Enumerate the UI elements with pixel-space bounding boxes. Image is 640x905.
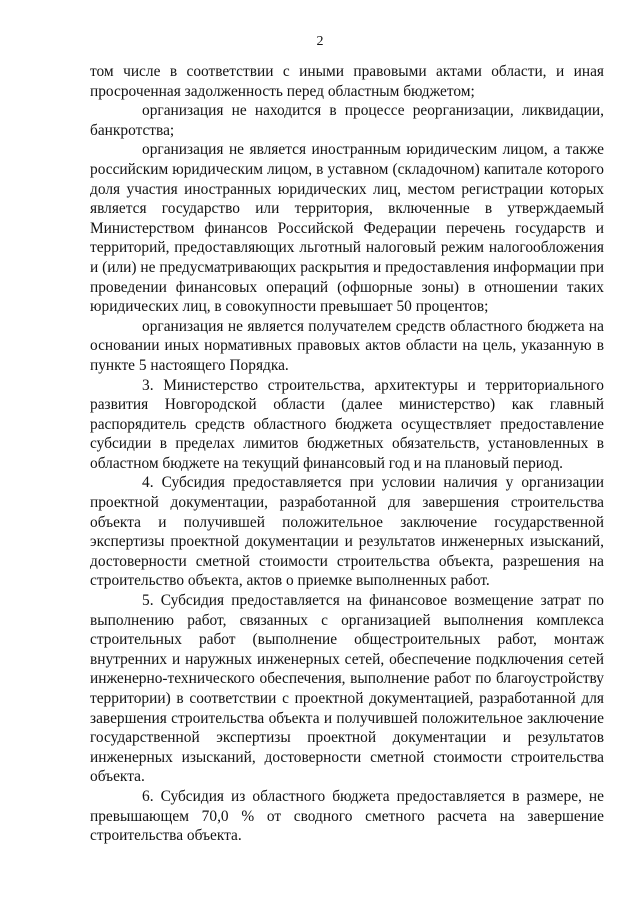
document-body (90, 62, 604, 846)
paragraph-item-3: 3. Министерство строительства, архитектуры и территориального развития Новгородской области (далее министерство) как главный распорядитель средств областного бюджета осуществляет предоставление субсидии в пределах лимитов бюджетных обязательств, установленных в областном бюджете на текущий финансовый год и на плановый период. (90, 376, 604, 472)
paragraph-not-in-reorganization: организация не находится в процессе реорганизации, ликвидации, банкротства; (90, 102, 604, 139)
paragraph-continuation: том числе в соответствии с иными правовыми актами области, и иная просроченная задолженность перед областным бюджетом; (90, 63, 604, 100)
paragraph-item-6: 6. Субсидия из областного бюджета предоставляется в размере, не превышающем 70,0 % от сводного сметного расчета на завершение строительства объекта. (90, 787, 604, 845)
paragraph-not-foreign-entity: организация не является иностранным юридическим лицом, а также российским юридическим лицом, в уставном (складочном) капитале которого доля участия иностранных юридических лиц, местом регистрации которых является государство или территория, включенные в утверждаемый Министерством финансов Российской Федерации перечень государств и территорий, предоставляющих льготный налоговый режим налогообложения и (или) не предусматривающих раскрытия и предоставления информации при проведении финансовых операций (офшорные зоны) в отношении таких юридических лиц, в совокупности превышает 50 процентов; (90, 141, 604, 316)
paragraph-not-recipient: организация не является получателем средств областного бюджета на основании иных нормативных правовых актов области на цель, указанную в пункте 5 настоящего Порядка. (90, 317, 604, 374)
page-number: 2 (316, 34, 324, 49)
paragraph-item-4: 4. Субсидия предоставляется при условии наличия у организации проектной документации, разработанной для завершения строительства объекта и получившей положительное заключение государственной экспертизы проектной документации и результатов инженерных изысканий, достоверности сметной стоимости строительства объекта, разрешения на строительство объекта, актов о приемке выполненных работ. (90, 474, 604, 590)
paragraph-item-5: 5. Субсидия предоставляется на финансовое возмещение затрат по выполнению работ, связанных с организацией выполнения комплекса строительных работ (выполнение общестроительных работ, монтаж внутренних и наружных инженерных сетей, обеспечение подключения сетей инженерно-технического обеспечения, выполнение работ по благоустройству территории) в соответствии с проектной документацией, разработанной для завершения строительства объекта и получившей положительное заключение государственной экспертизы проектной документации и результатов инженерных изысканий, достоверности сметной стоимости строительства объекта. (90, 592, 604, 786)
